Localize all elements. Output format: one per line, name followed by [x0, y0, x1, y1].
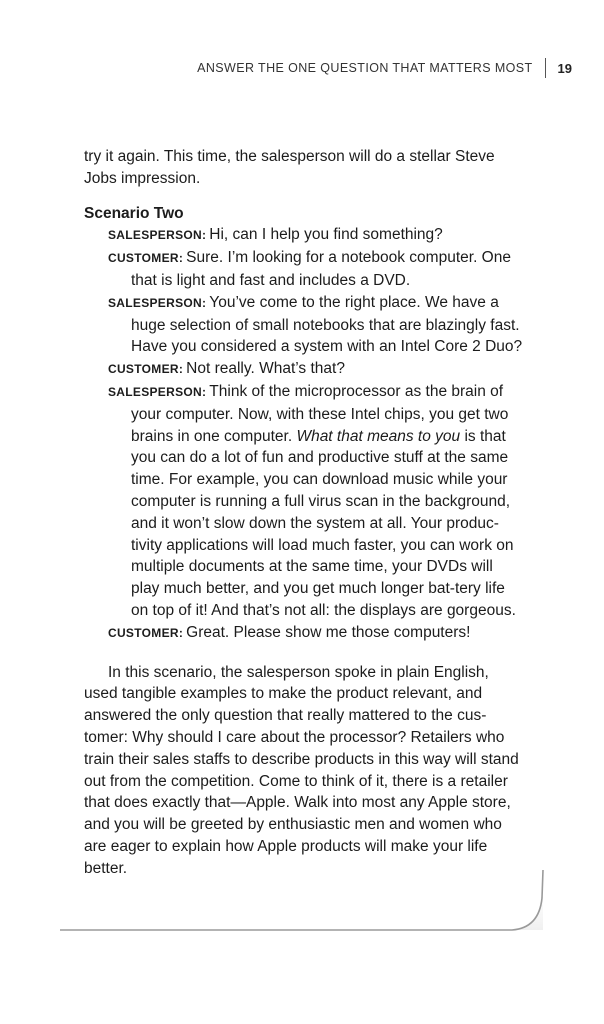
dialogue-turn [108, 247, 524, 292]
speaker-label: CUSTOMER: [108, 362, 184, 377]
dialogue-text: is that you can do a lot of fun and productive stuff at the same time. For example, you can download music while your computer is running a full virus scan in the background, and it won’t slow down the system at all. Your produc-tivity applications will load much faster, you can work on multiple documents at the same time, your DVDs will play much better, and you get much longer bat-tery life on top of it! And that’s not all: the displays are gorgeous. [131, 427, 516, 619]
dialogue [108, 224, 524, 644]
dialogue-turn [108, 622, 524, 645]
speaker-label: CUSTOMER: [108, 251, 184, 266]
speaker-label: SALESPERSON: [108, 295, 207, 310]
page-header [197, 58, 572, 78]
speaker-label: CUSTOMER: [108, 625, 184, 640]
dialogue-turn [108, 358, 524, 381]
dialogue-text: You’ve come to the right place. We have a huge selection of small notebooks that are blazingly fast. Have you considered a system with an Intel Core 2 Duo? [131, 293, 523, 356]
intro-paragraph: try it again. This time, the salesperson will do a stellar Steve Jobs impression. [84, 148, 495, 187]
dialogue-turn [108, 381, 524, 622]
speaker-label: SALESPERSON: [108, 228, 207, 243]
dialogue-turn [108, 292, 524, 358]
curl-edge-line [60, 870, 543, 930]
emphasized-phrase: What that means to you [296, 427, 461, 445]
dialogue-text: Think of the microprocessor as the brain of your computer. Now, with these Intel chips, you get two brains in one computer. [131, 382, 509, 445]
dialogue-text: Sure. I’m looking for a notebook computer. One that is light and fast and includes a DVD. [131, 249, 511, 289]
closing-paragraph: In this scenario, the salesperson spoke in plain English, used tangible examples to make the product relevant, and answered the only question that really mattered to the cus-tomer: Why should I care about the processor? Retailers who train their sales staffs to describe products in this way will stand out from the competition. Come to think of it, there is a retailer that does exactly that—Apple. Walk into most any Apple store, and you will be greeted by enthusiastic men and women who are eager to explain how Apple products will make your life better. [84, 663, 519, 877]
header-divider [545, 58, 546, 78]
scenario-heading: Scenario Two [84, 204, 184, 222]
page-body [84, 146, 524, 880]
page-number: 19 [557, 60, 572, 76]
running-head: ANSWER THE ONE QUESTION THAT MATTERS MOST [197, 61, 533, 75]
dialogue-text: Not really. What’s that? [186, 360, 345, 378]
dialogue-text: Hi, can I help you find something? [209, 226, 443, 244]
speaker-label: SALESPERSON: [108, 384, 207, 399]
dialogue-turn [108, 224, 524, 247]
page-curl-decoration [60, 868, 544, 932]
dialogue-text: Great. Please show me those computers! [186, 623, 471, 641]
